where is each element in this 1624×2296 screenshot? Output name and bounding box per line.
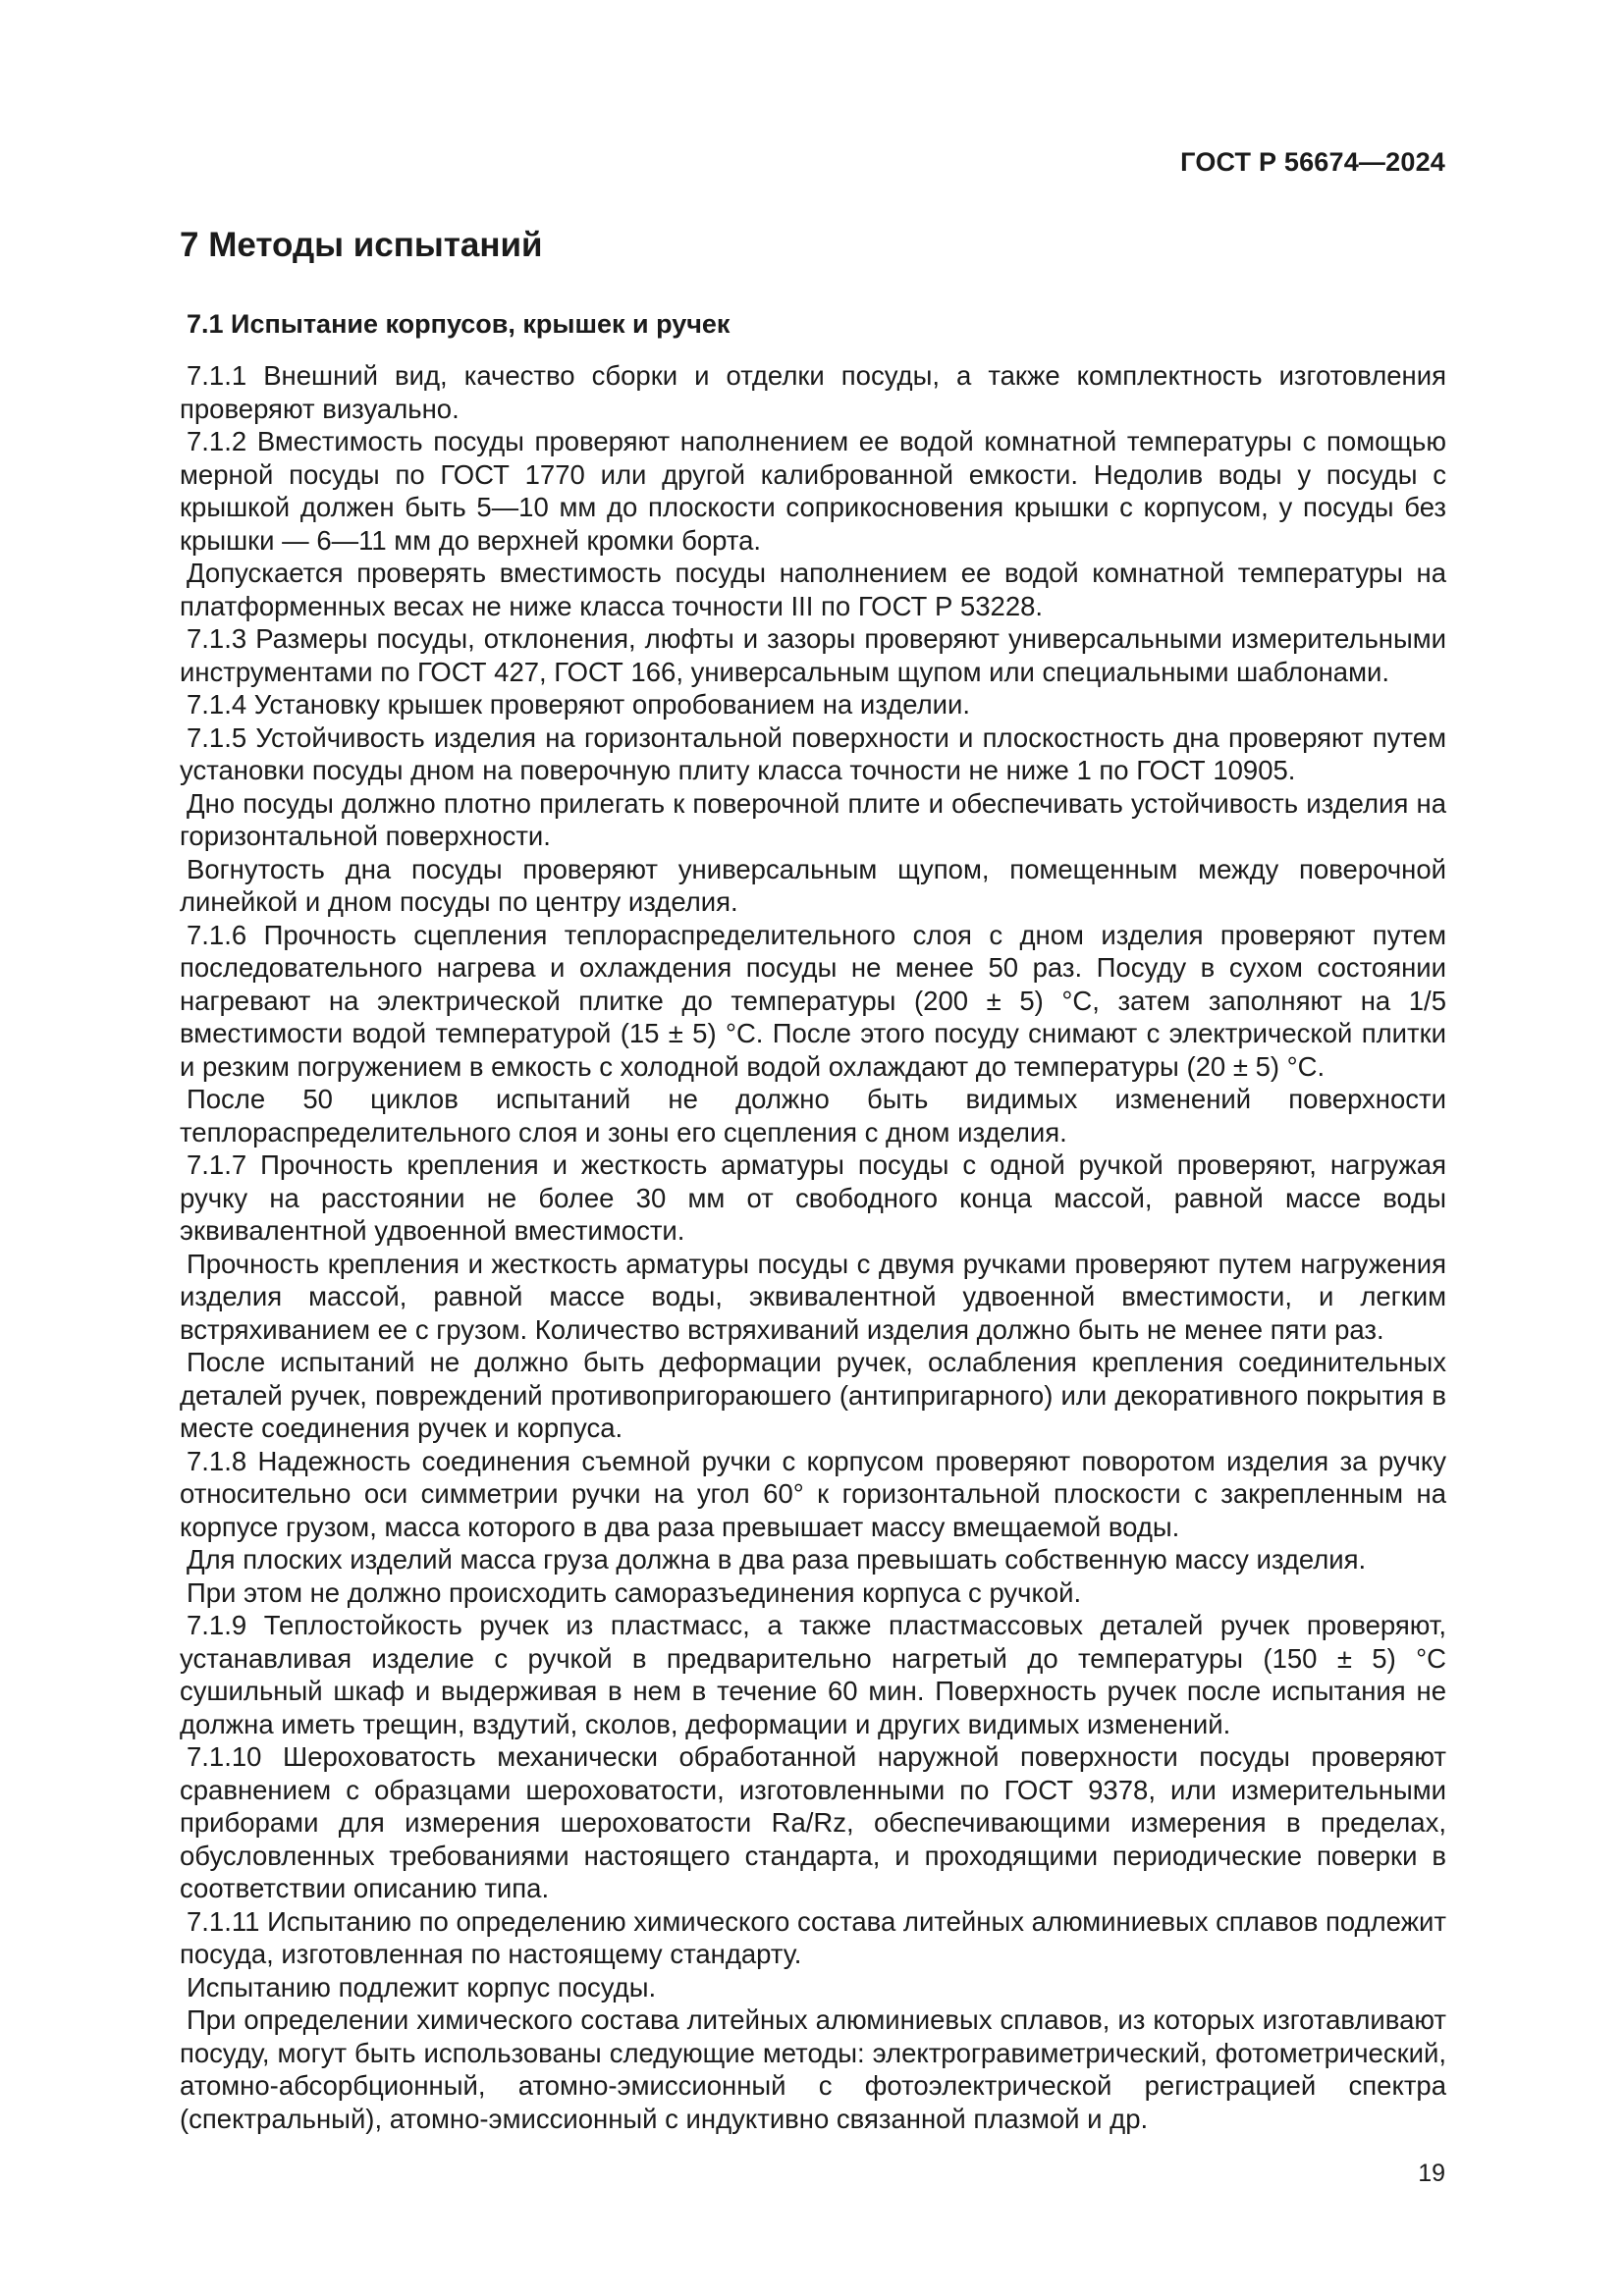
document-body [180,224,1446,2135]
paragraph-7-1-2: 7.1.2 Вместимость посуды проверяют наполнением ее водой комнатной температуры с помощью мерной посуды по ГОСТ 1770 или другой калиброванной емкости. Недолив воды у посуды с крышкой должен быть 5—10 мм до плоскости соприкосновения крышки с корпусом, у посуды без крышки — 6—11 мм до верхней кромки борта. [180,426,1446,556]
document-code: ГОСТ Р 56674—2024 [1180,147,1445,177]
paragraph-7-1-4: 7.1.4 Установку крышек проверяют опробованием на изделии. [187,689,971,720]
paragraph-7-1-5: 7.1.5 Устойчивость изделия на горизонтальной поверхности и плоскостность дна проверяют путем установки посуды дном на поверочную плиту класса точности не ниже 1 по ГОСТ 10905. [180,721,1446,785]
paragraph-7-1-11-methods: При определении химического состава литейных алюминиевых сплавов, из которых изготавливают посуду, могут быть использованы следующие методы: электрогравиметрический, фотометрический, атомно-абсорбционный, атомно-эмиссионный с фотоэлектрической регистрацией спектра (спектральный), атомно-эмиссионный с индуктивно связанной плазмой и др. [180,2004,1446,2134]
paragraph-7-1-11: 7.1.11 Испытанию по определению химического состава литейных алюминиевых сплавов подлежит посуда, изготовленная по настоящему стандарту. [180,1905,1446,1969]
paragraph-7-1-9: 7.1.9 Теплостойкость ручек из пластмасс, а также пластмассовых деталей ручек проверяют, устанавливая изделие с ручкой в предварительно нагретый до температуры (150 ± 5) °С сушильный шкаф и выдерживая в нем в течение 60 мин. Поверхность ручек после испытания не должна иметь трещин, вздутий, сколов, деформации и других видимых изменений. [180,1610,1446,1739]
paragraph-7-1-8-result: При этом не должно происходить саморазъединения корпуса с ручкой. [187,1576,1082,1608]
page-number: 19 [1418,2160,1445,2187]
paragraph-7-1-5-bottom: Дно посуды должно плотно прилегать к поверочной плите и обеспечивать устойчивость изделия на горизонтальной поверхности. [180,787,1446,851]
paragraph-7-1-11-subject: Испытанию подлежит корпус посуды. [187,1971,657,2002]
paragraph-7-1-5-concavity: Вогнутость дна посуды проверяют универсальным щупом, помещенным между поверочной линейкой и дном посуды по центру изделия. [180,853,1446,917]
paragraph-7-1-7: 7.1.7 Прочность крепления и жесткость арматуры посуды с одной ручкой проверяют, нагружая ручку на расстоянии не более 30 мм от свободного конца массой, равной массе воды эквивалентной удвоенной вместимости. [180,1149,1446,1246]
paragraph-7-1-6-result: После 50 циклов испытаний не должно быть видимых изменений поверхности теплораспределительного слоя и зоны его сцепления с дном изделия. [180,1084,1446,1148]
paragraph-7-1-7-two-handles: Прочность крепления и жесткость арматуры посуды с двумя ручками проверяют путем нагружения изделия массой, равной массе воды, эквивалентной удвоенной вместимости, и легким встряхиванием ее с грузом. Количество встряхиваний изделия должно быть не менее пяти раз. [180,1248,1446,1345]
paragraph-7-1-3: 7.1.3 Размеры посуды, отклонения, люфты и зазоры проверяют универсальными измерительными инструментами по ГОСТ 427, ГОСТ 166, универсальным щупом или специальными шаблонами. [180,623,1446,687]
section-title: 7 Методы испытаний [180,226,543,264]
paragraph-7-1-10: 7.1.10 Шероховатость механически обработанной наружной поверхности посуды проверяют сравнением с образцами шероховатости, изготовленными по ГОСТ 9378, или измерительными приборами для измерения шероховатости Ra/Rz, обеспечивающими измерения в пределах, обусловленных требованиями настоящего стандарта, и проходящими периодические поверки в соответствии описанию типа. [180,1741,1446,1903]
paragraph-7-1-8: 7.1.8 Надежность соединения съемной ручки с корпусом проверяют поворотом изделия за ручку относительно оси симметрии ручки на угол 60° к горизонтальной плоскости с закрепленным на корпусе грузом, масса которого в два раза превышает массу вмещаемой воды. [180,1445,1446,1542]
paragraph-7-1-6: 7.1.6 Прочность сцепления теплораспределительного слоя с дном изделия проверяют путем последовательного нагрева и охлаждения посуды не менее 50 раз. Посуду в сухом состоянии нагревают на электрической плитке до температуры (200 ± 5) °С, затем заполняют на 1/5 вместимости водой температурой (15 ± 5) °С. После этого посуду снимают с электрической плитки и резким погружением в емкость с холодной водой охлаждают до температуры (20 ± 5) °С. [180,919,1446,1082]
paragraph-7-1-1: 7.1.1 Внешний вид, качество сборки и отделки посуды, а также комплектность изготовления проверяют визуально. [180,360,1446,424]
subsection-title: 7.1 Испытание корпусов, крышек и ручек [187,309,731,339]
paragraph-7-1-2-note: Допускается проверять вместимость посуды наполнением ее водой комнатной температуры на платформенных весах не ниже класса точности III по ГОСТ Р 53228. [180,558,1446,621]
paragraph-7-1-8-flat: Для плоских изделий масса груза должна в два раза превышать собственную массу изделия. [187,1544,1367,1575]
paragraph-7-1-7-result: После испытаний не должно быть деформации ручек, ослабления крепления соединительных деталей ручек, повреждений противопригораюшего (антипригарного) или декоративного покрытия в месте соединения ручек и корпуса. [180,1347,1446,1443]
